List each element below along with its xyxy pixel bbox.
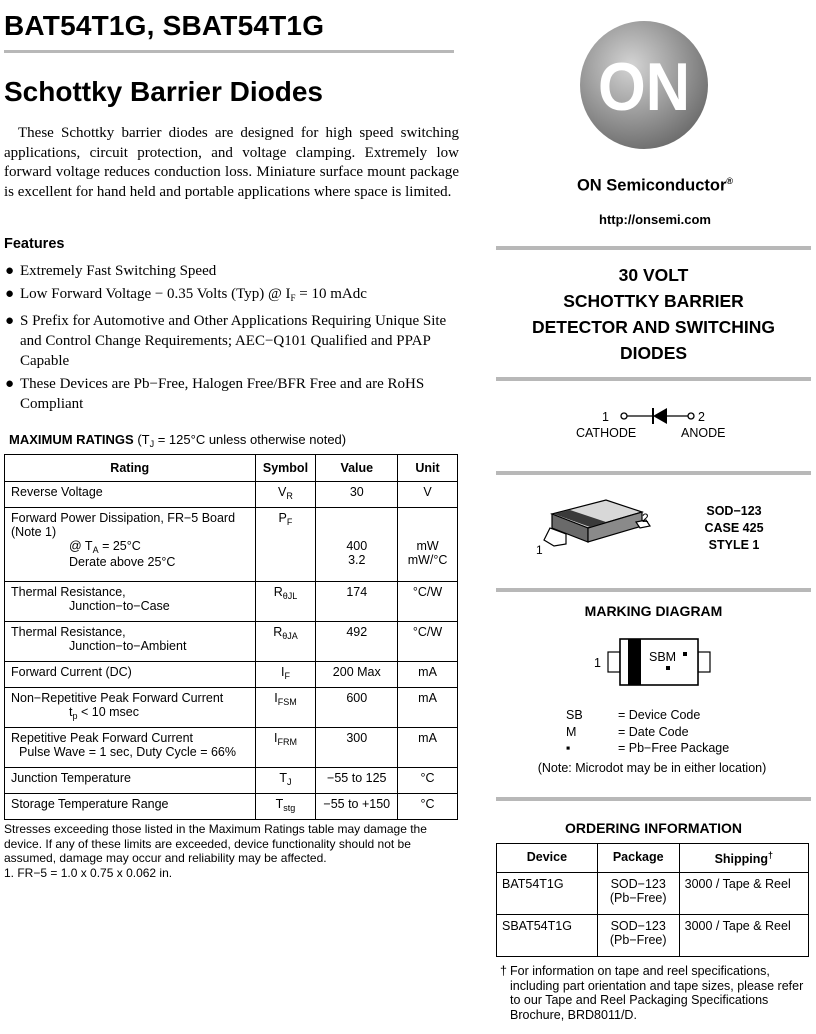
brand-name: ON Semiconductor® xyxy=(576,176,734,195)
marking-pin1-label: 1 xyxy=(594,656,601,670)
table-row: Repetitive Peak Forward Current Pulse Wave = 1 sec, Duty Cycle = 66% $I_{FRM}$ 300 mA xyxy=(5,728,458,768)
feature-item: ● Low Forward Voltage − 0.35 Volts (Typ) @ $I_F = 10$ mAdc xyxy=(5,286,367,303)
feature-item: ● These Devices are Pb−Free, Halogen Free/BFR Free and are RoHS Compliant xyxy=(5,376,425,412)
max-ratings-heading: MAXIMUM RATINGS ($T_J = 125^\circ C$ unless otherwise noted) xyxy=(9,432,347,449)
table-row: Forward Current (DC) $I_F$ 200 Max mA xyxy=(5,662,458,688)
section-divider xyxy=(496,246,811,250)
table-row: Storage Temperature Range $T_{stg}$ −55 to +150 °C xyxy=(5,794,458,820)
package-pin1-label: 1 xyxy=(536,543,543,557)
feature-item: ● Extremely Fast Switching Speed xyxy=(5,263,217,279)
cathode-label: CATHODE xyxy=(576,426,637,440)
features-list xyxy=(4,261,462,417)
note-1: 1. FR−5 = 1.0 x 0.75 x 0.062 in. xyxy=(4,865,173,880)
package-pin2-label: 2 xyxy=(642,511,649,525)
section-divider xyxy=(496,588,811,592)
table-row: BAT54T1G SOD−123 (Pb−Free) 3000 / Tape & Reel xyxy=(497,873,809,915)
ordering-table xyxy=(496,843,809,957)
marking-diagram-title: MARKING DIAGRAM xyxy=(584,603,723,619)
bullet-icon: ● xyxy=(5,286,15,302)
column-header-symbol: Symbol xyxy=(255,455,316,482)
title-divider xyxy=(4,50,454,53)
bullet-icon: ● xyxy=(5,376,15,392)
diode-symbol-icon xyxy=(612,404,698,428)
max-ratings-table xyxy=(4,454,458,820)
table-row: Thermal Resistance, Junction−to−Case $R_{\theta JL}$ 174 °C/W xyxy=(5,582,458,622)
intro-paragraph: These Schottky barrier diodes are designed for high speed switching applications, circuit protection, and voltage clamping. Extremely low forward voltage reduces conduction loss. Miniature surface mount package is excellent for hand held and portable applications where space is limited. xyxy=(4,125,459,200)
package-info: SOD−123 CASE 425 STYLE 1 xyxy=(704,504,764,552)
table-row: Non−Repetitive Peak Forward Current $t_p < 10$ msec $I_{FSM}$ 600 mA xyxy=(5,688,458,728)
on-semiconductor-logo xyxy=(579,20,709,150)
section-divider xyxy=(496,377,811,381)
product-title: 30 VOLT SCHOTTKY BARRIER DETECTOR AND SWITCHING DIODES xyxy=(531,265,776,363)
cathode-pin-number: 1 xyxy=(602,410,609,424)
table-header-row: Device Package Shipping† xyxy=(497,844,809,873)
table-header-row xyxy=(5,455,458,482)
features-heading: Features xyxy=(4,236,65,252)
table-row: Thermal Resistance, Junction−to−Ambient $R_{\theta JA}$ 492 °C/W xyxy=(5,622,458,662)
bullet-icon: ● xyxy=(5,263,15,279)
marking-diagram-icon xyxy=(594,636,716,688)
page-title: BAT54T1G, SBAT54T1G xyxy=(4,10,325,41)
page-subtitle: Schottky Barrier Diodes xyxy=(4,76,323,107)
stress-note: Stresses exceeding those listed in the Maximum Ratings table may damage the device. If any of these limits are exceeded, device functionality should not be assumed, damage may occur and reliability may be affected. 1. FR−5 = 1.0 x 0.75 x 0.062 in. xyxy=(4,822,427,880)
feature-item: ● S Prefix for Automotive and Other Applications Requiring Unique Site and Control Change Requirements; AEC−Q101 Qualified and PPAP Capable xyxy=(5,313,447,369)
column-header-rating: Rating xyxy=(5,455,256,482)
sod123-package-icon xyxy=(532,492,660,558)
marking-code: SBM xyxy=(649,650,677,664)
ordering-info-title: ORDERING INFORMATION xyxy=(564,820,743,836)
logo-text: ON xyxy=(598,49,690,125)
table-row: Junction Temperature $T_J$ −55 to 125 °C xyxy=(5,768,458,794)
column-header-unit: Unit xyxy=(398,455,458,482)
table-row: Forward Power Dissipation, FR−5 Board (Note 1) @ $T_A = 25^\circ C$ Derate above 25°C $P_F$ 400 3.2 mW mW/°C xyxy=(5,508,458,582)
ordering-footnote: † For information on tape and reel specifications, including part orientation and tape sizes, please refer to our Tape and Reel Packaging Specifications Brochure, BRD8011/D. xyxy=(500,964,804,1022)
table-row: Reverse Voltage $V_R$ 30 V xyxy=(5,482,458,508)
table-row: SBAT54T1G SOD−123 (Pb−Free) 3000 / Tape & Reel xyxy=(497,915,809,957)
anode-pin-number: 2 xyxy=(698,410,705,424)
anode-label: ANODE xyxy=(681,426,726,440)
bullet-icon: ● xyxy=(5,313,15,329)
brand-url[interactable]: http://onsemi.com xyxy=(599,212,711,227)
section-divider xyxy=(496,797,811,801)
section-divider xyxy=(496,471,811,475)
column-header-value: Value xyxy=(316,455,398,482)
marking-note: (Note: Microdot may be in either location) xyxy=(537,761,767,775)
